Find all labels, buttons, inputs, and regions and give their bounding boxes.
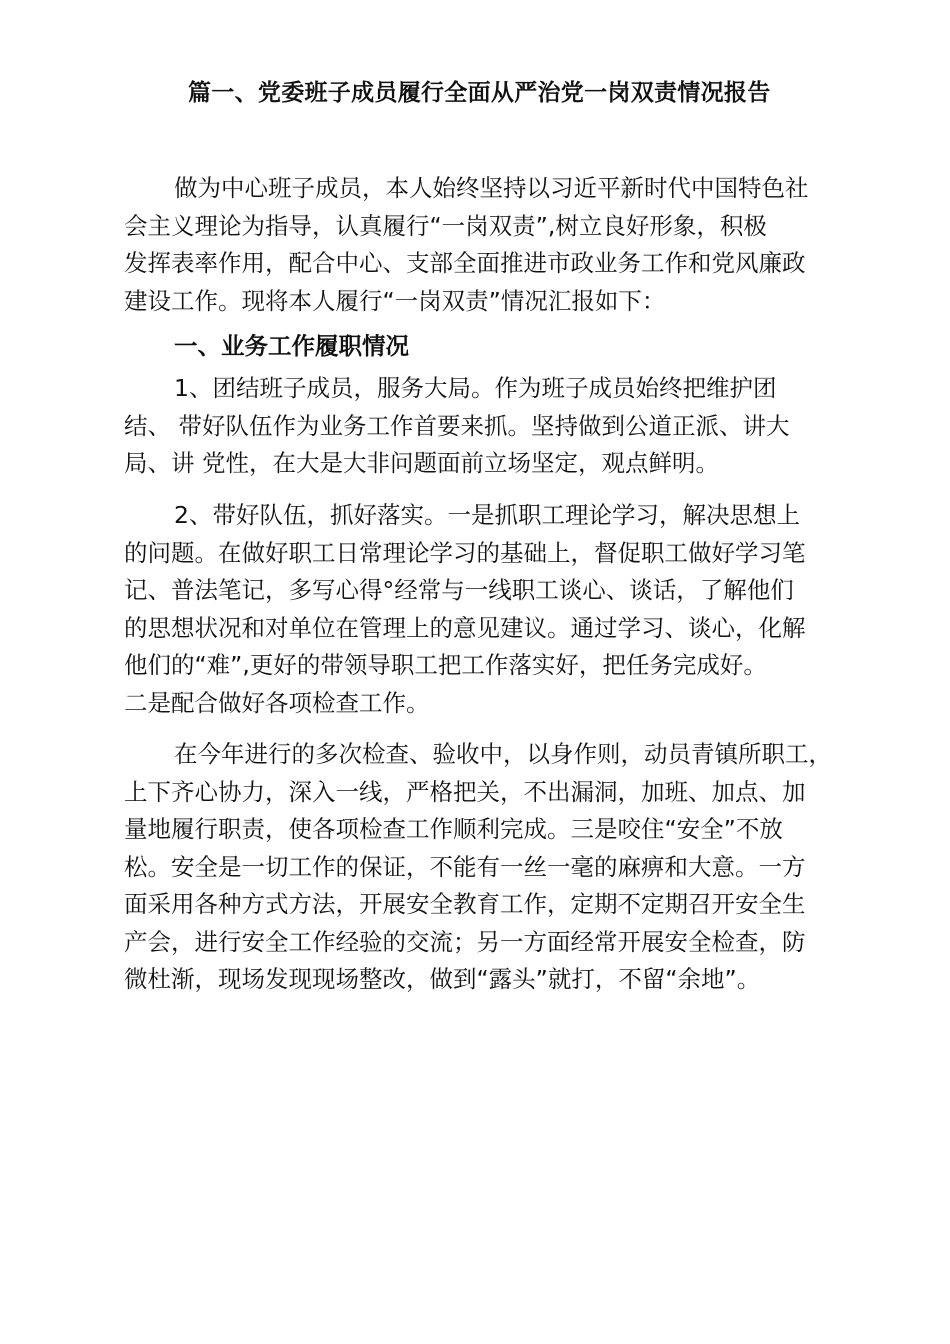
paragraph-line: 量地履行职责，使各项检查工作顺利完成。三是咬住“安全”不放 — [124, 815, 783, 843]
paragraph-line: 结、 带好队伍作为业务工作首要来抓。坚持做到公道正派、讲大 — [124, 411, 790, 440]
intro-paragraph — [124, 170, 852, 320]
paragraph-line: 产会，进行安全工作经验的交流；另一方面经常开展安全检查，防 — [124, 927, 806, 956]
paragraph-line: 做为中心班子成员，本人始终坚持以习近平新时代中国特色社 — [174, 174, 809, 202]
paragraph-line: 记、普法笔记，多写心得°经常与一线职工谈心、谈话，了解他们 — [124, 576, 794, 604]
paragraph-line: 建设工作。现将本人履行“一岗双责”情况汇报如下： — [124, 286, 666, 315]
item-2-paragraph — [124, 497, 852, 722]
paragraph-line: 微杜渐，现场发现现场整改，做到“露头”就打，不留“余地”。 — [124, 965, 761, 993]
paragraph-line: 2、带好队伍，抓好落实。一是抓职工理论学习，解决思想上 — [174, 501, 800, 529]
paragraph-line: 二是配合做好各项检查工作。 — [124, 688, 430, 717]
paragraph-line: 1、团结班子成员，服务大局。作为班子成员始终把维护团 — [174, 374, 777, 402]
paragraph-line: 面采用各种方式方法，开展安全教育工作，定期不定期召开安全生 — [124, 890, 806, 918]
paragraph-line: 的问题。在做好职工日常理论学习的基础上，督促职工做好学习笔 — [124, 538, 806, 567]
inspection-paragraph — [124, 736, 852, 999]
section-heading-text: 一、业务工作履职情况 — [174, 332, 409, 360]
paragraph-line: 会主义理论为指导，认真履行“一岗双责”,树立良好形象，积极 — [124, 211, 767, 240]
item-1-paragraph — [124, 370, 852, 483]
paragraph-line: 他们的“难”,更好的带领导职工把工作落实好，把任务完成好。 — [124, 651, 767, 679]
section-heading — [124, 328, 852, 366]
paragraph-line: 发挥表率作用，配合中心、支部全面推进市政业务工作和党风廉政 — [124, 249, 806, 277]
paragraph-line: 松。安全是一切工作的保证，不能有一丝一毫的麻痹和大意。一方 — [124, 852, 806, 881]
paragraph-line: 局、讲 党性，在大是大非问题面前立场坚定，观点鲜明。 — [124, 449, 719, 477]
paragraph-line: 的思想状况和对单位在管理上的意见建议。通过学习、谈心，化解 — [124, 613, 806, 642]
paragraph-line: 上下齐心协力，深入一线，严格把关，不出漏洞，加班、加点、加 — [124, 777, 806, 806]
document-title: 篇一、党委班子成员履行全面从严治党一岗双责情况报告 — [188, 80, 771, 106]
paragraph-line: 在今年进行的多次检查、验收中，以身作则，动员青镇所职工， — [174, 740, 832, 768]
